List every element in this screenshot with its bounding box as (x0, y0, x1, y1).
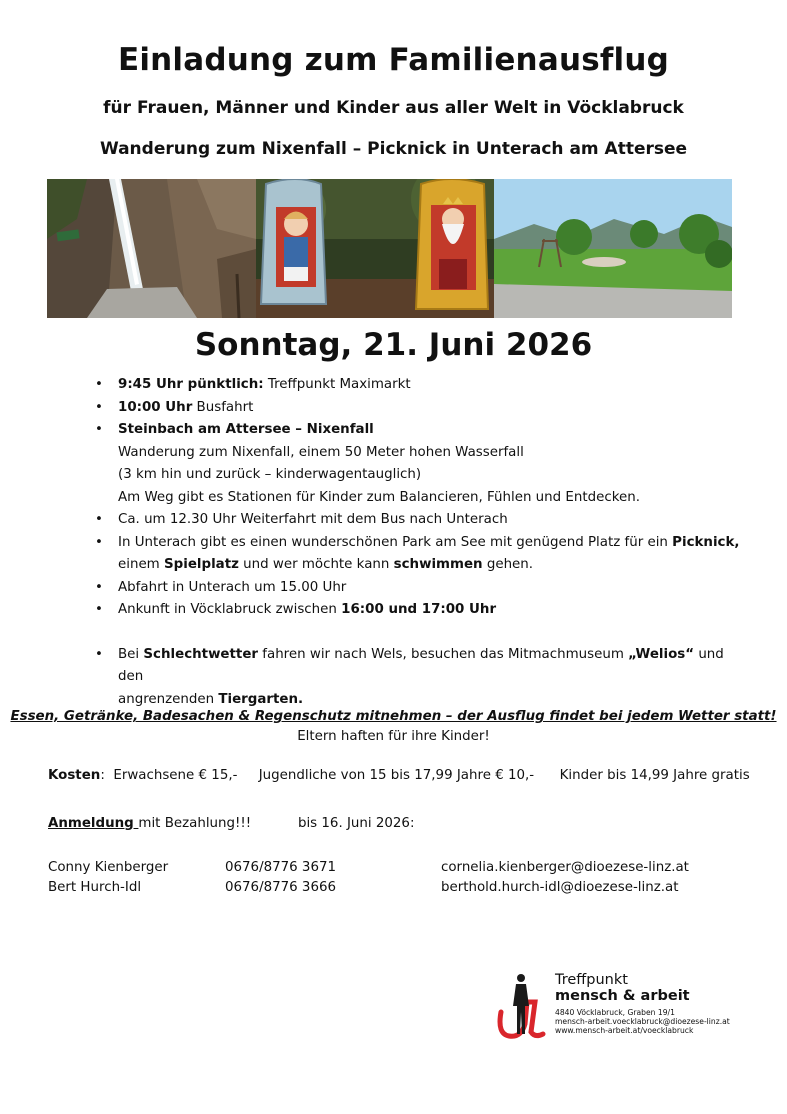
list-item: • Ankunft in Vöcklabruck zwischen 16:00 und 17:00 Uhr (95, 599, 745, 622)
bullet-icon: • (95, 512, 103, 527)
costs-text: : Erwachsene € 15,- Jugendliche von 15 bis 17,99 Jahre € 10,- Kinder bis 14,99 Jahre gratis (100, 768, 750, 783)
contact-phone: 0676/8776 3666 (225, 880, 337, 895)
bullet-icon: • (95, 579, 103, 595)
contact-phone: 0676/8776 3671 (225, 860, 337, 875)
fairy-figures-photo (256, 179, 494, 318)
contact-list (48, 858, 748, 898)
bullet-icon: • (95, 399, 103, 415)
list-item: • Steinbach am Attersee – Nixenfall Wanderung zum Nixenfall, einem 50 Meter hohen Wasserfall (3 km hin und zurück – kinderwagentauglich) Am Weg gibt es Stationen für Kinder zum Balancieren, Fühlen und Entdecken. (95, 419, 745, 509)
contact-name: Bert Hurch-Idl (48, 880, 142, 895)
program-list (95, 374, 745, 711)
registration-label: Anmeldung (48, 816, 139, 831)
bullet-icon: • (95, 422, 103, 437)
bullet-icon: • (95, 646, 103, 662)
event-subtitle: Wanderung zum Nixenfall – Picknick in Unterach am Attersee (99, 139, 688, 159)
list-item: • 10:00 Uhr Busfahrt (95, 397, 745, 420)
contact-name: Conny Kienberger (48, 860, 169, 875)
bullet-icon: • (95, 377, 103, 392)
logo-address: 4840 Vöcklabruck, Graben 19/1 mensch-arbeit.voecklabruck@dioezese-linz.at www.mensch-arbeit.at/voecklabruck (555, 1008, 730, 1035)
bullet-icon: • (95, 534, 103, 550)
organization-logo (495, 972, 745, 1042)
notice (0, 707, 787, 747)
costs-label: Kosten (48, 768, 101, 783)
contact-row (48, 858, 748, 878)
list-item: • Bei Schlechtwetter fahren wir nach Wels, besuchen das Mitmachmuseum „Welios“ und den angrenzenden Tiergarten. (95, 644, 745, 712)
list-item: • In Unterach gibt es einen wunderschönen Park am See mit genügend Platz für ein Picknick, einem Spielplatz und wer möchte kann schwimmen gehen. (95, 532, 745, 577)
contact-row (48, 878, 748, 898)
event-date: Sonntag, 21. Juni 2026 (194, 327, 593, 363)
contact-email[interactable]: berthold.hurch-idl@dioezese-linz.at (441, 880, 679, 895)
logo-mark-icon (495, 972, 553, 1042)
contact-email[interactable]: cornelia.kienberger@dioezese-linz.at (441, 860, 689, 875)
park-photo (494, 179, 732, 318)
registration-text: mit Bezahlung!!! bis 16. Juni 2026: (138, 816, 415, 831)
subtitle: für Frauen, Männer und Kinder aus aller Welt in Vöcklabruck (103, 98, 684, 118)
notice-parents: Eltern haften für ihre Kinder! (297, 729, 490, 744)
costs-line (48, 768, 750, 783)
bullet-icon: • (95, 602, 103, 617)
list-item: • Ca. um 12.30 Uhr Weiterfahrt mit dem Bus nach Unterach (95, 509, 745, 532)
registration-line (48, 816, 414, 831)
waterfall-photo (47, 179, 256, 318)
list-item: • 9:45 Uhr pünktlich: Treffpunkt Maximarkt (95, 374, 745, 397)
logo-text (555, 972, 730, 1035)
notice-emphasis: Essen, Getränke, Badesachen & Regenschutz mitnehmen – der Ausflug findet bei jedem Wetter statt! (10, 709, 777, 724)
list-item: • Abfahrt in Unterach um 15.00 Uhr (95, 577, 745, 600)
page-title: Einladung zum Familienausflug (117, 42, 670, 78)
logo-line2: mensch & arbeit (555, 988, 690, 1004)
logo-line1: Treffpunkt (555, 972, 628, 988)
photo-strip (47, 179, 732, 318)
